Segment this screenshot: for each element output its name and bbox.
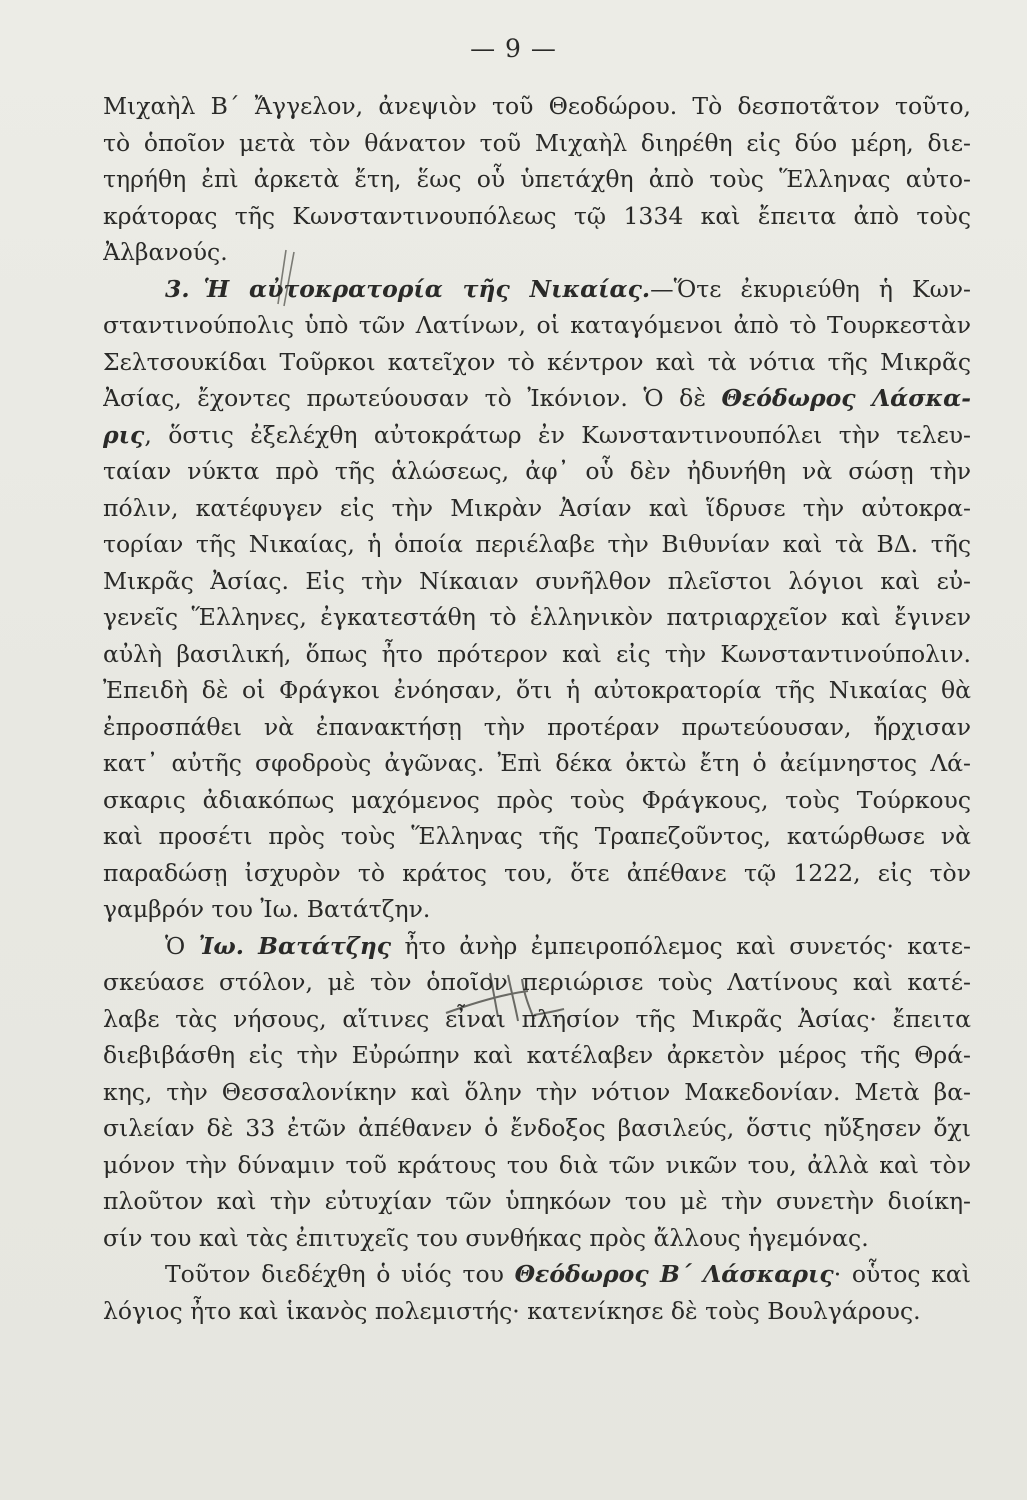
text-line: κράτορας τῆς Κωνσταντινουπόλεως τῷ 1334 καὶ ἔπειτα ἀπὸ τοὺς bbox=[103, 201, 971, 230]
text-fragment: , ὅστις ἐξελέχθη αὐτοκράτωρ ἐν Κωνσταντινουπόλει τὴν τελευ- bbox=[144, 420, 971, 449]
text-fragment: ἦτο ἀνὴρ ἐμπειροπόλεμος καὶ συνετός· κατε- bbox=[391, 931, 971, 960]
main-text bbox=[103, 88, 971, 1329]
emphasis-name: ρις bbox=[103, 420, 145, 449]
text-line: Μιχαὴλ Β΄ Ἄγγελον, ἀνεψιὸν τοῦ Θεοδώρου. Τὸ δεσποτᾶτον τοῦτο, bbox=[103, 92, 971, 120]
text-line: σιλείαν δὲ 33 ἐτῶν ἀπέθανεν ὁ ἔνδοξος βασιλεύς, ὅστις ηὔξησεν ὄχι bbox=[103, 1114, 971, 1142]
text-line: κατ᾿ αὐτῆς σφοδροὺς ἀγῶνας. Ἐπὶ δέκα ὀκτὼ ἔτη ὁ ἀείμνηστος Λά- bbox=[103, 749, 971, 777]
text-line: τὸ ὁποῖον μετὰ τὸν θάνατον τοῦ Μιχαὴλ διηρέθη εἰς δύο μέρη, διε- bbox=[103, 128, 971, 157]
page-number: — 9 — bbox=[470, 34, 557, 63]
text-fragment: —Ὅτε ἐκυριεύθη ἡ Κων- bbox=[650, 274, 971, 303]
text-line: Σελτσουκίδαι Τοῦρκοι κατεῖχον τὸ κέντρον καὶ τὰ νότια τῆς Μικρᾶς bbox=[103, 347, 971, 376]
text-fragment: Ἀσίας, ἔχοντες πρωτεύουσαν τὸ Ἰκόνιον. Ὁ δὲ bbox=[103, 384, 722, 412]
text-line: παραδώσῃ ἰσχυρὸν τὸ κράτος του, ὅτε ἀπέθανε τῷ 1222, εἰς τὸν bbox=[103, 858, 971, 887]
text-line: σκεύασε στόλον, μὲ τὸν ὁποῖον περιώρισε τοὺς Λατίνους καὶ κατέ- bbox=[103, 968, 971, 996]
text-line: τηρήθη ἐπὶ ἀρκετὰ ἔτη, ἕως οὗ ὑπετάχθη ἀπὸ τοὺς Ἕλληνας αὐτο- bbox=[103, 165, 971, 193]
text-line bbox=[103, 417, 971, 454]
emphasis-name: Θεόδωρος Β΄ Λάσκαρις bbox=[514, 1260, 834, 1288]
text-line: γαμβρόν του Ἰω. Βατάτζην. bbox=[103, 895, 431, 923]
emphasis-name: Ἰω. Βατάτζης bbox=[198, 931, 392, 960]
text-line: σίν του καὶ τὰς ἐπιτυχεῖς του συνθήκας πρὸς ἄλλους ἡγεμόνας. bbox=[103, 1223, 869, 1252]
section-title: Ἡ αὐτοκρατορία τῆς Νικαίας. bbox=[203, 274, 651, 303]
text-line bbox=[103, 380, 971, 417]
section-heading-line bbox=[103, 271, 971, 308]
text-line bbox=[103, 928, 971, 965]
text-line: Ἀλβανούς. bbox=[103, 238, 228, 266]
text-line: διεβιβάσθη εἰς τὴν Εὐρώπην καὶ κατέλαβεν ἀρκετὸν μέρος τῆς Θρά- bbox=[103, 1041, 971, 1069]
text-line: καὶ προσέτι πρὸς τοὺς Ἕλληνας τῆς Τραπεζοῦντος, κατώρθωσε νὰ bbox=[103, 822, 971, 850]
text-line: σκαρις ἀδιακόπως μαχόμενος πρὸς τοὺς Φράγκους, τοὺς Τούρκους bbox=[103, 785, 971, 814]
text-line: κης, τὴν Θεσσαλονίκην καὶ ὅλην τὴν νότιον Μακεδονίαν. Μετὰ βα- bbox=[103, 1077, 971, 1106]
text-line: πλοῦτον καὶ τὴν εὐτυχίαν τῶν ὑπηκόων του μὲ τὴν συνετὴν διοίκη- bbox=[103, 1187, 971, 1215]
text-line: λαβε τὰς νήσους, αἵτινες εἶναι πλησίον τῆς Μικρᾶς Ἀσίας· ἔπειτα bbox=[103, 1004, 971, 1033]
text-fragment: Ὁ bbox=[165, 931, 199, 960]
text-fragment: Τοῦτον διεδέχθη ὁ υἱός του bbox=[165, 1260, 515, 1288]
text-line: γενεῖς Ἕλληνες, ἐγκατεστάθη τὸ ἑλληνικὸν πατριαρχεῖον καὶ ἔγινεν bbox=[103, 603, 971, 631]
text-line: σταντινούπολις ὑπὸ τῶν Λατίνων, οἱ καταγόμενοι ἀπὸ τὸ Τουρκεστὰν bbox=[103, 311, 971, 339]
section-number: 3. bbox=[165, 274, 190, 303]
text-line bbox=[103, 1256, 971, 1293]
text-line: αὐλὴ βασιλική, ὅπως ἦτο πρότερον καὶ εἰς τὴν Κωνσταντινούπολιν. bbox=[103, 639, 971, 668]
text-line: ταίαν νύκτα πρὸ τῆς ἁλώσεως, ἀφ᾿ οὗ δὲν ἠδυνήθη νὰ σώσῃ τὴν bbox=[103, 457, 971, 485]
text-fragment: · οὗτος καὶ bbox=[833, 1260, 971, 1288]
text-line: ἐπροσπάθει νὰ ἐπανακτήσῃ τὴν προτέραν πρωτεύουσαν, ἤρχισαν bbox=[103, 712, 971, 741]
text-line: Μικρᾶς Ἀσίας. Εἰς τὴν Νίκαιαν συνῆλθον πλεῖστοι λόγιοι καὶ εὐ- bbox=[103, 566, 971, 595]
text-line: Ἐπειδὴ δὲ οἱ Φράγκοι ἐνόησαν, ὅτι ἡ αὐτοκρατορία τῆς Νικαίας θὰ bbox=[103, 676, 971, 704]
emphasis-name: Θεόδωρος Λάσκα- bbox=[721, 384, 971, 412]
text-line: πόλιν, κατέφυγεν εἰς τὴν Μικρὰν Ἀσίαν καὶ ἵδρυσε τὴν αὐτοκρα- bbox=[103, 493, 971, 522]
text-line: λόγιος ἦτο καὶ ἱκανὸς πολεμιστής· κατενίκησε δὲ τοὺς Βουλγάρους. bbox=[103, 1296, 921, 1325]
text-line: μόνον τὴν δύναμιν τοῦ κράτους του διὰ τῶν νικῶν του, ἀλλὰ καὶ τὸν bbox=[103, 1150, 971, 1179]
text-line: τορίαν τῆς Νικαίας, ἡ ὁποία περιέλαβε τὴν Βιθυνίαν καὶ τὰ ΒΔ. τῆς bbox=[103, 530, 971, 558]
